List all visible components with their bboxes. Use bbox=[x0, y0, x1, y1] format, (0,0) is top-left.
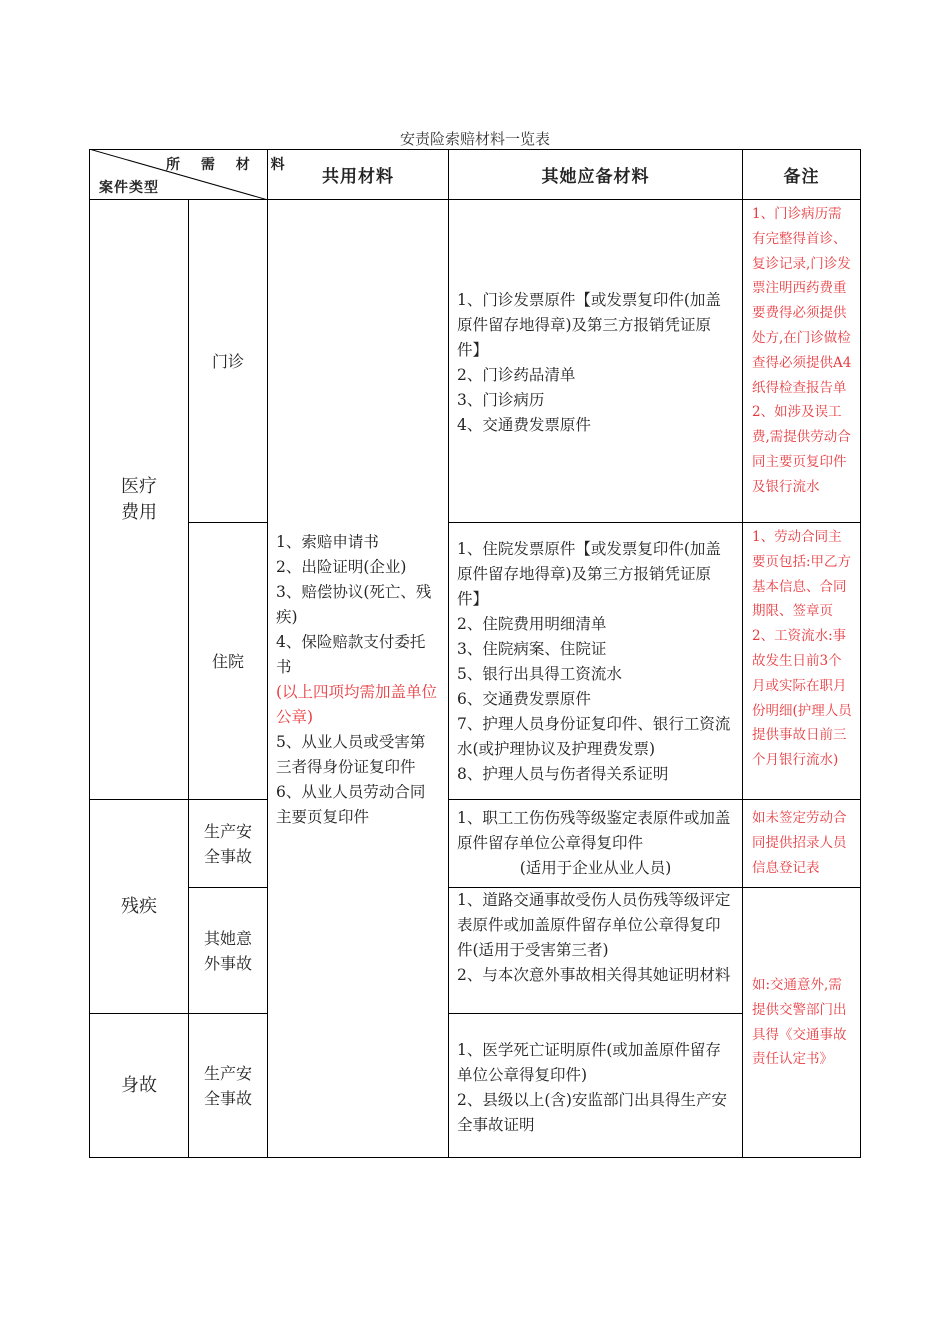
category-death: 身故 bbox=[121, 1074, 157, 1096]
inpatient-material-item: 1、住院发票原件【或发票复印件(加盖原件留存地得章)及第三方报销凭证原件】 bbox=[457, 540, 721, 608]
inpatient-material-item: 8、护理人员与伤者得关系证明 bbox=[457, 765, 669, 783]
inpatient-material-item: 2、住院费用明细清单 bbox=[457, 615, 607, 633]
header-materials-label: 所 需 材 料 bbox=[166, 157, 293, 173]
outpatient-material-item: 1、门诊发票原件【或发票复印件(加盖原件留存地得章)及第三方报销凭证原件】 bbox=[457, 291, 721, 359]
inpatient-material-item: 7、护理人员身份证复印件、银行工资流水(或护理协议及护理费发票) bbox=[457, 715, 731, 758]
disability-other-material-item: 2、与本次意外事故相关得其她证明材料 bbox=[457, 966, 731, 984]
common-material-item: 5、从业人员或受害第三者得身份证复印件 bbox=[276, 733, 426, 776]
common-material-item: 4、保险赔款支付委托书 bbox=[276, 633, 426, 676]
disability-work-material-item: 1、职工工伤伤残等级鉴定表原件或加盖原件留存单位公章得复印件 bbox=[457, 809, 731, 852]
common-materials-list bbox=[268, 530, 448, 830]
subtype-outpatient: 门诊 bbox=[211, 351, 244, 371]
outpatient-notes bbox=[743, 202, 860, 500]
outpatient-material-item: 2、门诊药品清单 bbox=[457, 366, 576, 384]
header-notes: 备注 bbox=[783, 167, 820, 187]
inpatient-note-item: 1、劳动合同主要页包括:甲乙方基本信息、合同期限、签章页 bbox=[752, 529, 852, 620]
disability-work-materials bbox=[449, 806, 742, 881]
disability-other-materials bbox=[449, 888, 742, 988]
subtype-disability-other-accident: 其她意 外事故 bbox=[203, 928, 252, 973]
common-material-item: 3、赔偿协议(死亡、残疾) bbox=[276, 583, 432, 626]
outpatient-note-item: 1、门诊病历需有完整得首诊、复诊记录,门诊发票注明西药费重要费得必须提供处方,在门诊做检查得必须提供A4纸得检查报告单 bbox=[752, 206, 852, 396]
death-work-material-item: 2、县级以上(含)安监部门出具得生产安全事故证明 bbox=[457, 1091, 727, 1134]
disability-other-material-item: 1、道路交通事故受伤人员伤残等级评定表原件或加盖原件留存单位公章得复印件(适用于受害第三者) bbox=[457, 891, 731, 959]
inpatient-materials-list bbox=[449, 537, 742, 787]
header-other-materials: 其她应备材料 bbox=[541, 167, 650, 187]
death-work-materials bbox=[449, 1038, 742, 1138]
other-accident-note: 如:交通意外,需提供交警部门出具得《交通事故责任认定书》 bbox=[752, 977, 847, 1068]
inpatient-material-item: 5、银行出具得工资流水 bbox=[457, 665, 622, 683]
inpatient-material-item: 3、住院病案、住院证 bbox=[457, 640, 607, 658]
category-medical-expenses: 医疗 费用 bbox=[121, 475, 157, 523]
outpatient-materials-list bbox=[449, 288, 742, 438]
subtype-disability-work-accident: 生产安 全事故 bbox=[203, 821, 252, 866]
category-disability: 残疾 bbox=[121, 895, 157, 917]
disability-work-applicability-note: (适用于企业从业人员) bbox=[519, 859, 672, 877]
death-work-material-item: 1、医学死亡证明原件(或加盖原件留存单位公章得复印件) bbox=[457, 1041, 721, 1084]
outpatient-material-item: 3、门诊病历 bbox=[457, 391, 545, 409]
outpatient-note-item: 2、如涉及误工费,需提供劳动合同主要页复印件及银行流水 bbox=[752, 404, 851, 495]
inpatient-note-item: 2、工资流水:事故发生日前3个月或实际在职月份明细(护理人员提供事故日前三个月银行流水) bbox=[752, 628, 852, 769]
inpatient-material-item: 6、交通费发票原件 bbox=[457, 690, 591, 708]
common-material-item: 6、从业人员劳动合同主要页复印件 bbox=[276, 783, 426, 826]
subtype-death-work-accident: 生产安 全事故 bbox=[203, 1063, 252, 1108]
document-title: 安责险索赔材料一览表 bbox=[399, 130, 550, 148]
common-material-item: 1、索赔申请书 bbox=[276, 533, 379, 551]
header-case-type-label: 案件类型 bbox=[99, 180, 159, 196]
outpatient-material-item: 4、交通费发票原件 bbox=[457, 416, 591, 434]
common-material-item: 2、出险证明(企业) bbox=[276, 558, 407, 576]
disability-work-note: 如未签定劳动合同提供招录人员信息登记表 bbox=[752, 810, 847, 876]
company-seal-note: (以上四项均需加盖单位公章) bbox=[276, 683, 438, 726]
inpatient-notes bbox=[743, 525, 860, 773]
subtype-inpatient: 住院 bbox=[211, 651, 244, 671]
header-common-materials: 共用材料 bbox=[322, 167, 394, 187]
